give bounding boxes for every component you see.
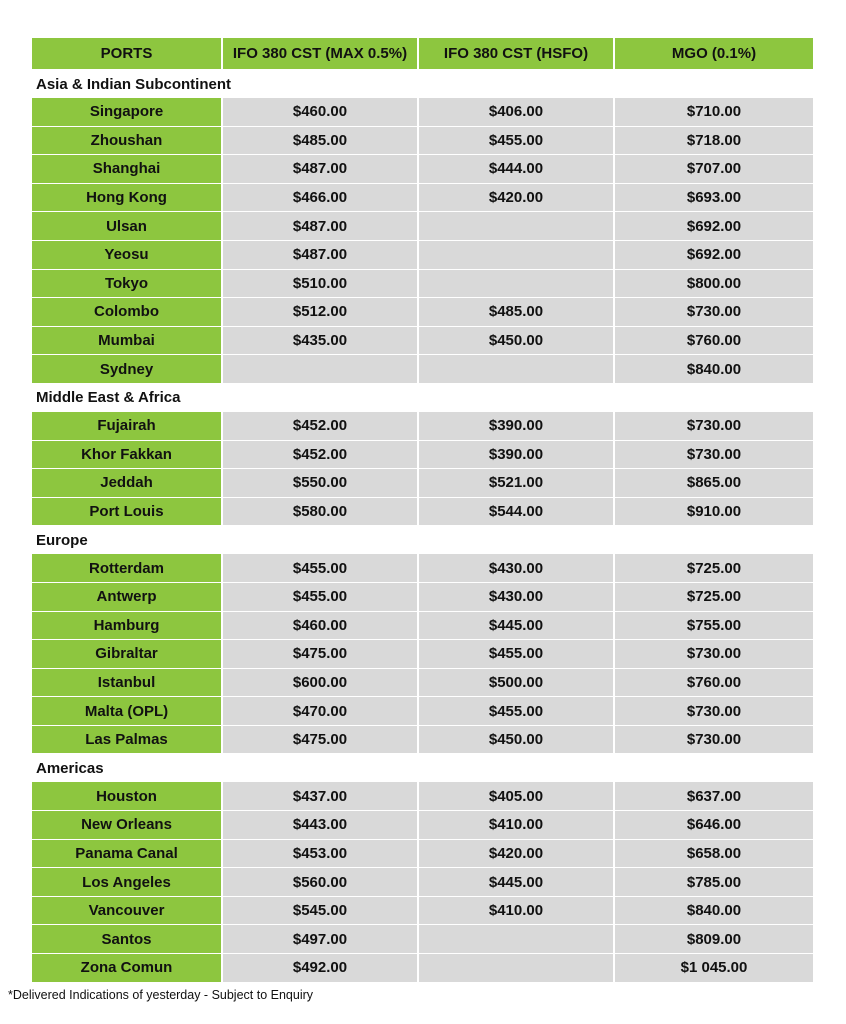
ifo380-hsfo-price-cell: $420.00: [419, 184, 615, 213]
ifo380-max05-price-cell: $475.00: [223, 640, 419, 669]
port-name-cell: Port Louis: [32, 498, 223, 527]
table-body: [32, 70, 813, 983]
ifo380-max05-price-cell: $470.00: [223, 697, 419, 726]
region-heading: Middle East & Africa: [32, 384, 813, 412]
port-name-cell: Gibraltar: [32, 640, 223, 669]
port-name-cell: Vancouver: [32, 897, 223, 926]
mgo-price-cell: $730.00: [615, 412, 813, 441]
mgo-price-cell: $710.00: [615, 98, 813, 127]
ifo380-max05-price-cell: $452.00: [223, 441, 419, 470]
ifo380-hsfo-price-cell: $544.00: [419, 498, 615, 527]
ifo380-hsfo-price-cell: [419, 954, 615, 983]
port-name-cell: Fujairah: [32, 412, 223, 441]
ifo380-hsfo-price-cell: $410.00: [419, 897, 615, 926]
port-name-cell: Antwerp: [32, 583, 223, 612]
table-row: [32, 498, 813, 527]
ifo380-max05-price-cell: $487.00: [223, 212, 419, 241]
ifo380-hsfo-price-cell: $450.00: [419, 327, 615, 356]
ifo380-max05-price-cell: [223, 355, 419, 384]
ifo380-hsfo-price-cell: $390.00: [419, 412, 615, 441]
ifo380-max05-price-cell: $512.00: [223, 298, 419, 327]
header-ports: PORTS: [32, 38, 223, 70]
mgo-price-cell: $692.00: [615, 212, 813, 241]
ifo380-hsfo-price-cell: [419, 241, 615, 270]
ifo380-max05-price-cell: $545.00: [223, 897, 419, 926]
ifo380-max05-price-cell: $453.00: [223, 840, 419, 869]
port-name-cell: Singapore: [32, 98, 223, 127]
ifo380-max05-price-cell: $437.00: [223, 782, 419, 811]
mgo-price-cell: $800.00: [615, 270, 813, 299]
ifo380-hsfo-price-cell: [419, 925, 615, 954]
ifo380-hsfo-price-cell: $455.00: [419, 127, 615, 156]
ifo380-hsfo-price-cell: $521.00: [419, 469, 615, 498]
ifo380-max05-price-cell: $487.00: [223, 155, 419, 184]
mgo-price-cell: $725.00: [615, 554, 813, 583]
ifo380-max05-price-cell: $435.00: [223, 327, 419, 356]
mgo-price-cell: $730.00: [615, 441, 813, 470]
table-row: [32, 925, 813, 954]
port-name-cell: Houston: [32, 782, 223, 811]
ifo380-hsfo-price-cell: [419, 270, 615, 299]
ifo380-hsfo-price-cell: $485.00: [419, 298, 615, 327]
ifo380-max05-price-cell: $455.00: [223, 583, 419, 612]
ifo380-hsfo-price-cell: $500.00: [419, 669, 615, 698]
ifo380-max05-price-cell: $510.00: [223, 270, 419, 299]
port-name-cell: Malta (OPL): [32, 697, 223, 726]
table-row: [32, 184, 813, 213]
mgo-price-cell: $692.00: [615, 241, 813, 270]
port-name-cell: Zona Comun: [32, 954, 223, 983]
port-name-cell: Zhoushan: [32, 127, 223, 156]
ifo380-hsfo-price-cell: $410.00: [419, 811, 615, 840]
table-row: [32, 868, 813, 897]
port-name-cell: Los Angeles: [32, 868, 223, 897]
port-name-cell: Las Palmas: [32, 726, 223, 755]
table-row: [32, 469, 813, 498]
ifo380-hsfo-price-cell: $390.00: [419, 441, 615, 470]
table-row: [32, 155, 813, 184]
table-row: [32, 697, 813, 726]
table-row: [32, 127, 813, 156]
port-name-cell: Mumbai: [32, 327, 223, 356]
mgo-price-cell: $730.00: [615, 697, 813, 726]
port-name-cell: Ulsan: [32, 212, 223, 241]
table-row: [32, 554, 813, 583]
header-mgo: MGO (0.1%): [615, 38, 813, 70]
ifo380-max05-price-cell: $600.00: [223, 669, 419, 698]
mgo-price-cell: $707.00: [615, 155, 813, 184]
mgo-price-cell: $725.00: [615, 583, 813, 612]
ifo380-max05-price-cell: $485.00: [223, 127, 419, 156]
port-name-cell: Colombo: [32, 298, 223, 327]
mgo-price-cell: $809.00: [615, 925, 813, 954]
table-row: [32, 241, 813, 270]
port-name-cell: Khor Fakkan: [32, 441, 223, 470]
ifo380-hsfo-price-cell: [419, 355, 615, 384]
ifo380-max05-price-cell: $497.00: [223, 925, 419, 954]
ifo380-max05-price-cell: $460.00: [223, 612, 419, 641]
header-ifo380-max05: IFO 380 CST (MAX 0.5%): [223, 38, 419, 70]
port-name-cell: Hamburg: [32, 612, 223, 641]
ifo380-hsfo-price-cell: $450.00: [419, 726, 615, 755]
mgo-price-cell: $1 045.00: [615, 954, 813, 983]
ifo380-hsfo-price-cell: $406.00: [419, 98, 615, 127]
ifo380-hsfo-price-cell: $430.00: [419, 583, 615, 612]
mgo-price-cell: $646.00: [615, 811, 813, 840]
header-ifo380-hsfo: IFO 380 CST (HSFO): [419, 38, 615, 70]
table-row: [32, 782, 813, 811]
port-name-cell: Santos: [32, 925, 223, 954]
ifo380-max05-price-cell: $460.00: [223, 98, 419, 127]
ifo380-hsfo-price-cell: $445.00: [419, 612, 615, 641]
mgo-price-cell: $910.00: [615, 498, 813, 527]
port-name-cell: New Orleans: [32, 811, 223, 840]
ifo380-hsfo-price-cell: $420.00: [419, 840, 615, 869]
ifo380-max05-price-cell: $466.00: [223, 184, 419, 213]
mgo-price-cell: $760.00: [615, 669, 813, 698]
footnote: *Delivered Indications of yesterday - Subject to Enquiry: [8, 988, 314, 1002]
table-row: [32, 669, 813, 698]
region-heading: Asia & Indian Subcontinent: [32, 70, 813, 98]
mgo-price-cell: $718.00: [615, 127, 813, 156]
region-heading: Americas: [32, 754, 813, 782]
ifo380-hsfo-price-cell: $405.00: [419, 782, 615, 811]
mgo-price-cell: $658.00: [615, 840, 813, 869]
ifo380-max05-price-cell: $455.00: [223, 554, 419, 583]
ifo380-max05-price-cell: $443.00: [223, 811, 419, 840]
table-row: [32, 270, 813, 299]
port-name-cell: Yeosu: [32, 241, 223, 270]
table-row: [32, 355, 813, 384]
ifo380-max05-price-cell: $452.00: [223, 412, 419, 441]
ifo380-hsfo-price-cell: $455.00: [419, 640, 615, 669]
ifo380-max05-price-cell: $487.00: [223, 241, 419, 270]
port-name-cell: Sydney: [32, 355, 223, 384]
ifo380-hsfo-price-cell: [419, 212, 615, 241]
bunker-price-table: [32, 38, 813, 983]
table-row: [32, 954, 813, 983]
table-row: [32, 327, 813, 356]
mgo-price-cell: $637.00: [615, 782, 813, 811]
table-row: [32, 98, 813, 127]
mgo-price-cell: $785.00: [615, 868, 813, 897]
mgo-price-cell: $840.00: [615, 355, 813, 384]
port-name-cell: Hong Kong: [32, 184, 223, 213]
mgo-price-cell: $730.00: [615, 298, 813, 327]
mgo-price-cell: $730.00: [615, 726, 813, 755]
table-row: [32, 441, 813, 470]
port-name-cell: Istanbul: [32, 669, 223, 698]
mgo-price-cell: $730.00: [615, 640, 813, 669]
port-name-cell: Rotterdam: [32, 554, 223, 583]
port-name-cell: Panama Canal: [32, 840, 223, 869]
table-row: [32, 640, 813, 669]
ifo380-max05-price-cell: $550.00: [223, 469, 419, 498]
table-row: [32, 412, 813, 441]
ifo380-max05-price-cell: $475.00: [223, 726, 419, 755]
mgo-price-cell: $865.00: [615, 469, 813, 498]
table-row: [32, 811, 813, 840]
mgo-price-cell: $840.00: [615, 897, 813, 926]
mgo-price-cell: $755.00: [615, 612, 813, 641]
table-row: [32, 726, 813, 755]
ifo380-max05-price-cell: $492.00: [223, 954, 419, 983]
table-row: [32, 583, 813, 612]
mgo-price-cell: $760.00: [615, 327, 813, 356]
ifo380-max05-price-cell: $560.00: [223, 868, 419, 897]
port-name-cell: Tokyo: [32, 270, 223, 299]
table-row: [32, 897, 813, 926]
port-name-cell: Shanghai: [32, 155, 223, 184]
table-header: [32, 38, 813, 70]
port-name-cell: Jeddah: [32, 469, 223, 498]
table-row: [32, 840, 813, 869]
ifo380-hsfo-price-cell: $430.00: [419, 554, 615, 583]
table-row: [32, 298, 813, 327]
table-row: [32, 212, 813, 241]
ifo380-hsfo-price-cell: $444.00: [419, 155, 615, 184]
region-heading: Europe: [32, 526, 813, 554]
ifo380-hsfo-price-cell: $445.00: [419, 868, 615, 897]
ifo380-max05-price-cell: $580.00: [223, 498, 419, 527]
ifo380-hsfo-price-cell: $455.00: [419, 697, 615, 726]
mgo-price-cell: $693.00: [615, 184, 813, 213]
table-row: [32, 612, 813, 641]
